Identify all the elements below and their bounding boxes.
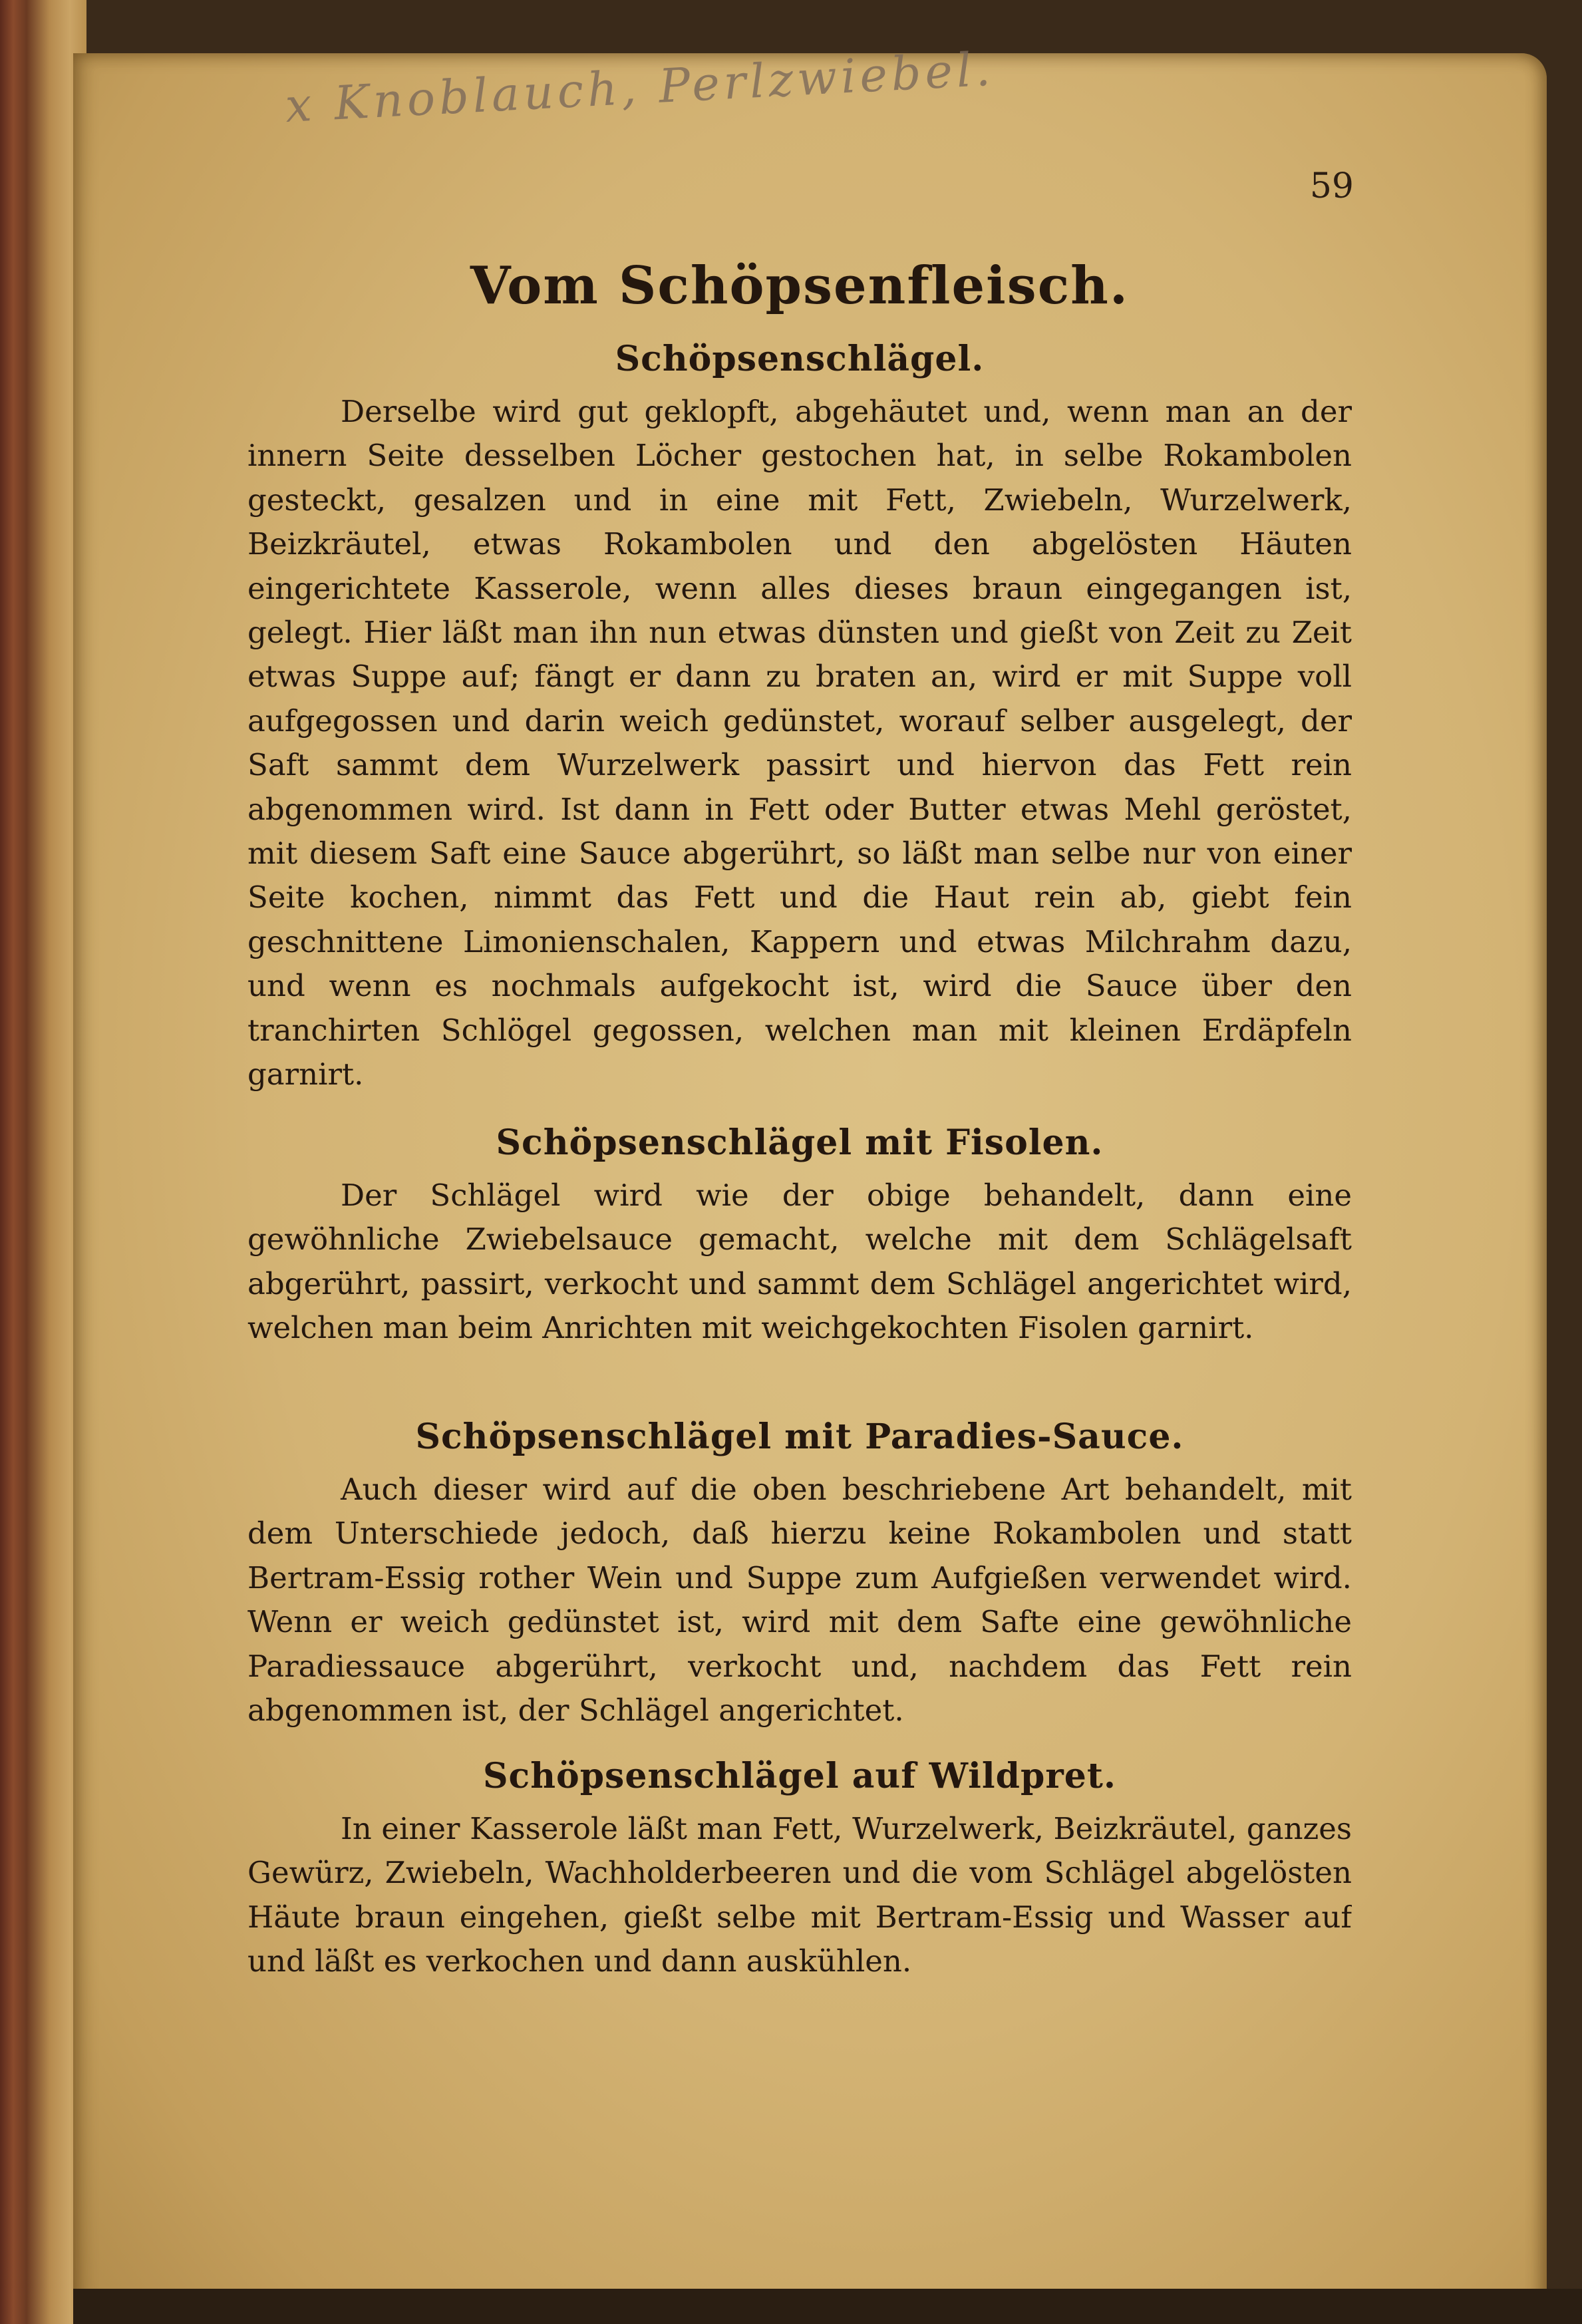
section-paragraph: Derselbe wird gut geklopft, abgehäutet und, wenn man an der innern Seite desselben Löcher gestochen hat, in selbe Rokambolen gesteckt, gesalzen und in eine mit Fett, Zwiebeln, Wurzelwerk, Beizkräutel, etwas Rokambolen und den abgelösten Häuten eingerichtete Kasserole, wenn alles dieses braun eingegangen ist, gelegt. Hier läßt man ihn nun etwas dünsten und gießt von Zeit zu Zeit etwas Suppe auf; fängt er dann zu braten an, wird er mit Suppe voll aufgegossen und darin weich gedünstet, worauf selber ausgelegt, der Saft sammt dem Wurzelwerk passirt und hiervon das Fett rein abgenommen wird. Ist dann in Fett oder Butter etwas Mehl geröstet, mit diesem Saft eine Sauce abgerührt, so läßt man selbe nur von einer Seite kochen, nimmt das Fett und die Haut rein ab, giebt fein geschnittene Limonienschalen, Kappern und etwas Milchrahm dazu, und wenn es nochmals aufgekocht ist, wird die Sauce über den tranchirten Schlögel gegossen, welchen man mit kleinen Erdäpfeln garnirt. [247, 394, 1352, 1092]
section-paragraph: Auch dieser wird auf die oben beschriebene Art behandelt, mit dem Unterschiede jedoch, daß hierzu keine Rokambolen und statt Bertram-Essig rother Wein und Suppe zum Aufgießen verwendet wird. Wenn er weich gedünstet ist, wird mit dem Safte eine gewöhnliche Paradiessauce abgerührt, verkocht und, nachdem das Fett rein abgenommen ist, der Schlägel angerichtet. [247, 1472, 1352, 1729]
section-paragraph: In einer Kasserole läßt man Fett, Wurzelwerk, Beizkräutel, ganzes Gewürz, Zwiebeln, Wachholderbeeren und die vom Schlägel abgelösten Häute braun eingehen, gießt selbe mit Bertram-Essig und Wasser auf und läßt es verkochen und dann auskühlen. [247, 1811, 1352, 1979]
section-paragraph: Der Schlägel wird wie der obige behandelt, dann eine gewöhnliche Zwiebelsauce gemacht, welche mit dem Schlägelsaft abgerührt, passirt, verkocht und sammt dem Schlägel angerichtet wird, welchen man beim Anrichten mit weichgekochten Fisolen garnirt. [247, 1178, 1352, 1346]
section-heading: Schöpsenschlägel. [615, 339, 985, 379]
page-number: 59 [1309, 166, 1354, 206]
section-heading: Schöpsenschlägel auf Wildpret. [482, 1756, 1116, 1796]
page-shadow [73, 2289, 1582, 2324]
handwritten-note: x Knoblauch, Perlzwiebel. [283, 41, 996, 134]
page-content [247, 253, 1352, 1987]
section-heading: Schöpsenschlägel mit Paradies-Sauce. [415, 1416, 1184, 1457]
section-heading: Schöpsenschlägel mit Fisolen. [496, 1122, 1104, 1163]
chapter-title: Vom Schöpsenfleisch. [470, 255, 1130, 316]
